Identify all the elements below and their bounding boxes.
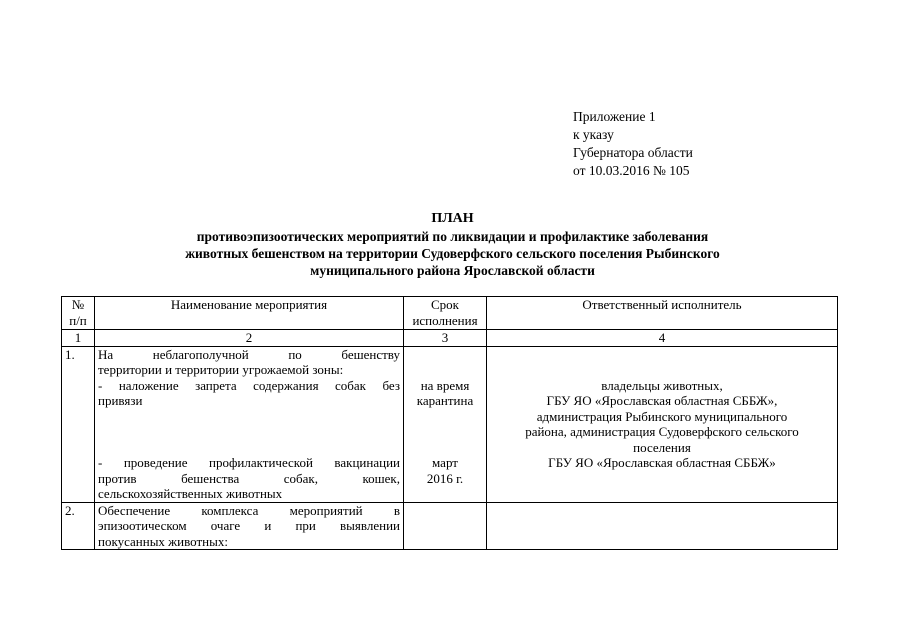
activity-line: эпизоотическом очаге и при выявлении (98, 518, 400, 533)
header-num: № п/п (62, 297, 95, 330)
activity-line: - наложение запрета содержания собак без (98, 377, 400, 393)
term-line: март (432, 455, 458, 470)
appendix-line: Приложение 1 (573, 109, 656, 124)
activity-line: - проведение профилактической вакцинации (98, 455, 400, 470)
table-index-row (62, 330, 838, 347)
title-line: муниципального района Ярославской области (310, 263, 595, 278)
resp-line: ГБУ ЯО «Ярославская областная СББЖ», (546, 393, 778, 408)
resp-line: района, администрация Судоверфского сельского (525, 424, 799, 439)
table-row (62, 502, 838, 550)
resp-line: администрация Рыбинского муниципального (536, 408, 788, 424)
appendix-line: от 10.03.2016 № 105 (573, 163, 690, 178)
plan-table (61, 296, 838, 550)
activity-line: Обеспечение комплекса мероприятий в (98, 502, 400, 518)
row-activity (95, 346, 404, 502)
activity-line: покусанных животных: (98, 533, 228, 549)
table-row (62, 346, 838, 502)
row-responsible (487, 502, 838, 550)
activity-line: против бешенства собак, кошек, (98, 470, 400, 486)
row-term (404, 502, 487, 550)
header-name: Наименование мероприятия (95, 297, 404, 330)
title-line: животных бешенством на территории Судоверфского сельского поселения Рыбинского (185, 246, 720, 261)
table-header-row (62, 297, 838, 330)
resp-line: поселения (633, 439, 691, 455)
index-cell: 2 (95, 330, 404, 347)
appendix-line: к указу (573, 127, 614, 142)
index-cell: 3 (404, 330, 487, 347)
term-line: на время (420, 377, 470, 393)
header-resp: Ответственный исполнитель (487, 297, 838, 330)
resp-line: владельцы животных, (601, 377, 723, 393)
row-number: 2. (62, 502, 95, 550)
index-cell: 1 (62, 330, 95, 347)
title-line: противоэпизоотических мероприятий по ликвидации и профилактике заболевания (196, 229, 709, 244)
activity-line: привязи (98, 393, 143, 408)
index-cell: 4 (487, 330, 838, 347)
row-number: 1. (62, 346, 95, 502)
appendix-block (573, 108, 693, 180)
header-term: Срок исполнения (404, 297, 487, 330)
row-term (404, 346, 487, 502)
row-activity (95, 502, 404, 550)
document-title (100, 210, 805, 279)
term-line: 2016 г. (426, 470, 464, 486)
title-heading: ПЛАН (431, 211, 474, 226)
resp-line: ГБУ ЯО «Ярославская областная СББЖ» (548, 455, 776, 470)
appendix-line: Губернатора области (573, 145, 693, 160)
activity-line: На неблагополучной по бешенству (98, 346, 400, 362)
activity-line: сельскохозяйственных животных (98, 486, 283, 501)
term-line: карантина (416, 393, 474, 408)
row-responsible (487, 346, 838, 502)
activity-line: территории и территории угрожаемой зоны: (98, 362, 344, 377)
